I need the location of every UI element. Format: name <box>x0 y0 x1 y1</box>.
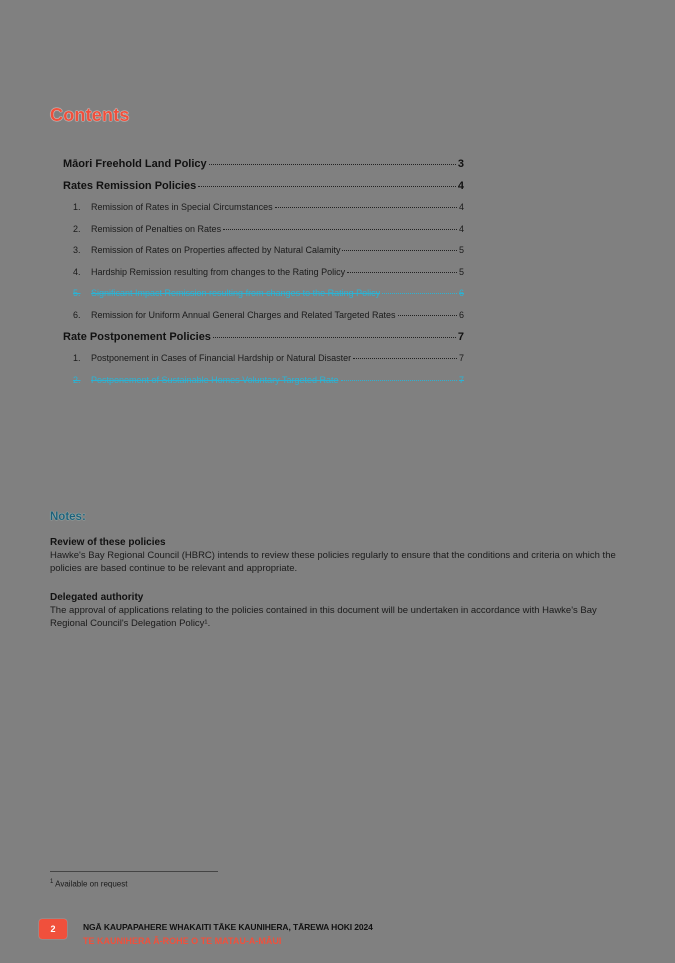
footnote-marker: 1 <box>50 879 54 885</box>
footer-document-title: NGĀ KAUPAPAHERE WHAKAITI TĀKE KAUNIHERA, TĀREWA HOKI 2024 <box>83 922 373 932</box>
toc-entry-significant-impact-remission-deleted[interactable] <box>63 288 464 310</box>
toc-number: 2. <box>73 223 81 234</box>
toc-page-number: 6 <box>458 309 464 320</box>
dot-leader <box>223 229 457 230</box>
table-of-contents <box>63 158 464 396</box>
dot-leader <box>213 337 456 338</box>
toc-page-number: 5 <box>458 245 464 255</box>
toc-entry-remission-penalties[interactable] <box>63 224 464 246</box>
notes-heading: Notes: <box>50 511 86 523</box>
dot-leader <box>353 358 457 359</box>
page-title: Contents <box>50 105 130 125</box>
footnote-divider <box>50 871 218 872</box>
dot-leader <box>275 207 457 208</box>
note-title: Review of these policies <box>50 537 166 548</box>
toc-label: Māori Freehold Land Policy <box>63 158 207 170</box>
dot-leader <box>209 164 456 165</box>
toc-label: Rate Postponement Policies <box>63 331 211 343</box>
dot-leader <box>398 315 457 316</box>
toc-entry-postponement-financial-hardship[interactable] <box>63 353 464 375</box>
toc-page-number: 7 <box>458 374 464 385</box>
page-number: 2 <box>50 924 56 934</box>
note-title: Delegated authority <box>50 592 144 603</box>
toc-entry-hardship-remission[interactable] <box>63 267 464 289</box>
toc-number: 1. <box>73 353 81 363</box>
toc-number: 3. <box>73 245 81 255</box>
footer-council-name: TE KAUNIHERA Ā-ROHE O TE MATAU-A-MĀUI <box>83 936 282 946</box>
dot-leader <box>342 250 457 251</box>
toc-number: 5. <box>73 288 81 298</box>
toc-page-number: 5 <box>458 266 464 277</box>
toc-label: Postponement of Sustainable Homes Voluntary Targeted Rate <box>91 374 339 385</box>
note-body: Hawke's Bay Regional Council (HBRC) intends to review these policies regularly to ensure that the conditions and criteria on which the policies are based continue to be relevant and appropriate. <box>50 550 616 574</box>
toc-number: 1. <box>73 202 81 212</box>
note-body: The approval of applications relating to the policies contained in this document will be undertaken in accordance with Hawke's Bay Regional Council's Delegation Policy¹. <box>50 605 597 629</box>
toc-page-number: 4 <box>458 223 464 234</box>
toc-page-number: 4 <box>458 202 464 212</box>
dot-leader <box>347 272 457 273</box>
toc-number: 2. <box>73 374 81 385</box>
note-delegated-authority <box>50 591 630 630</box>
dot-leader <box>341 380 457 381</box>
dot-leader <box>382 293 457 294</box>
page-number-badge <box>39 919 67 939</box>
toc-page-number: 4 <box>457 180 464 192</box>
toc-entry-rates-remission-policies[interactable] <box>63 180 464 202</box>
toc-label: Hardship Remission resulting from changes to the Rating Policy <box>91 266 346 277</box>
toc-label: Significant Impact Remission resulting from changes to the Rating Policy <box>91 288 381 298</box>
toc-entry-remission-natural-calamity[interactable] <box>63 245 464 267</box>
toc-entry-remission-special-circumstances[interactable] <box>63 202 464 224</box>
toc-label: Postponement in Cases of Financial Hardship or Natural Disaster <box>91 353 352 363</box>
footnote-text: Available on request <box>55 879 128 889</box>
toc-page-number: 7 <box>457 331 464 343</box>
toc-page-number: 6 <box>458 288 464 298</box>
note-review-policies <box>50 536 630 575</box>
footnote <box>50 879 127 889</box>
toc-label: Remission of Rates in Special Circumstances <box>91 202 273 212</box>
toc-entry-rate-postponement-policies[interactable] <box>63 331 464 353</box>
toc-page-number: 3 <box>457 158 464 170</box>
toc-label: Remission for Uniform Annual General Charges and Related Targeted Rates <box>91 309 396 320</box>
toc-entry-postponement-sustainable-homes-deleted[interactable] <box>63 375 464 397</box>
toc-label: Remission of Penalties on Rates <box>91 223 222 234</box>
toc-page-number: 7 <box>458 353 464 363</box>
toc-number: 6. <box>73 309 81 320</box>
toc-label: Rates Remission Policies <box>63 180 197 192</box>
toc-entry-remission-uagc[interactable] <box>63 310 464 332</box>
toc-entry-maori-freehold-land-policy[interactable] <box>63 158 464 180</box>
toc-number: 4. <box>73 266 81 277</box>
dot-leader <box>198 186 456 187</box>
toc-label: Remission of Rates on Properties affected by Natural Calamity <box>91 245 341 255</box>
